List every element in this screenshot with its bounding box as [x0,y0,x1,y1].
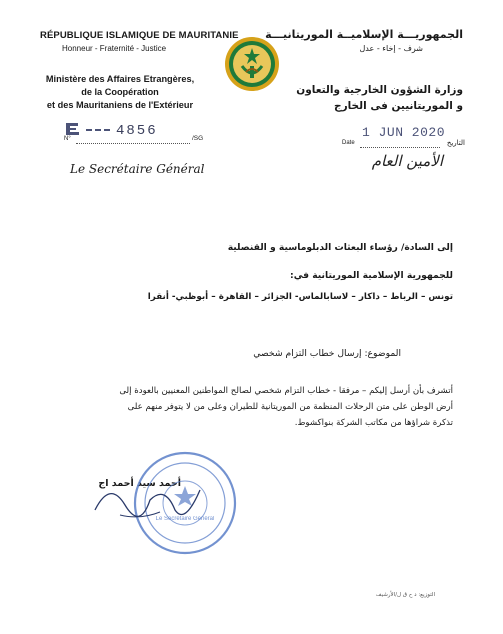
body-line1: أتشرف بأن أرسل إليكم – مرفقا - خطاب التزام شخصي لصالح المواطنين المعنيين بالعودة إلى [119,386,453,396]
stamp-text: Le Secrétaire Général [155,516,215,522]
addressee-line1: إلى السادة/ رؤساء البعثات الدبلوماسية و القنصلية [227,242,453,253]
date-label-ar: التاريخ [446,139,465,147]
secretary-general-ar: الأمين العام [371,152,443,170]
subject-line: الموضوع: إرسال خطاب التزام شخصي [253,348,401,359]
header-fr-title: RÉPUBLIQUE ISLAMIQUE DE MAURITANIE [40,30,239,41]
ref-dash [86,129,110,131]
addressee-line2: للجمهورية الإسلامية الموريتانية في: [290,270,453,281]
handwritten-signature-icon [90,470,210,530]
reference-number: 4856 [116,123,158,139]
ministry-fr-line2: de la Coopération [81,87,159,97]
signatory-name: أحمد سيد أحمد اج [98,478,181,489]
header-ar-title: الجمهوريـــة الإسلاميــة الموريتانيـــة [265,28,463,41]
national-emblem-icon [224,36,280,92]
reference-sg-label: /SG [192,135,204,142]
reference-n-label: N° [64,136,71,142]
ministry-ar-line1: وزارة الشؤون الخارجية والتعاون [296,84,463,96]
body-line2: أرض الوطن على متن الرحلات المنظمة من الموريتانية للطيران وعلى من لا يتوفر منهم على [127,402,453,412]
ministry-fr-line1: Ministère des Affaires Etrangères, [45,74,195,84]
reference-dotline [76,143,190,144]
secretary-general-fr: Le Secrétaire Général [70,162,205,176]
ministry-ar-line2: و الموريتانيين فى الخارج [334,100,463,112]
body-line3: تذكرة شراؤها من مكاتب الشركة بنواكشوط. [294,418,453,428]
header-ar-motto: شرف - إخاء - عدل [359,44,423,53]
stamp-e-mark-icon [64,122,82,136]
header-fr-motto: Honneur - Fraternité - Justice [62,44,167,53]
date-stamp: 1 JUN 2020 [362,125,446,140]
date-dotline [360,147,440,148]
addressee-line3: تونس – الرباط – داكار – لاسابالماس- الجزائر – القاهرة – أبوظبي- أنقرا [147,292,453,302]
date-label: Date [342,140,355,146]
ministry-fr-line3: et des Mauritaniens de l'Extérieur [46,100,194,110]
distribution-footer: التوزيع: د ح ق ل/الأرشيف [375,592,435,598]
